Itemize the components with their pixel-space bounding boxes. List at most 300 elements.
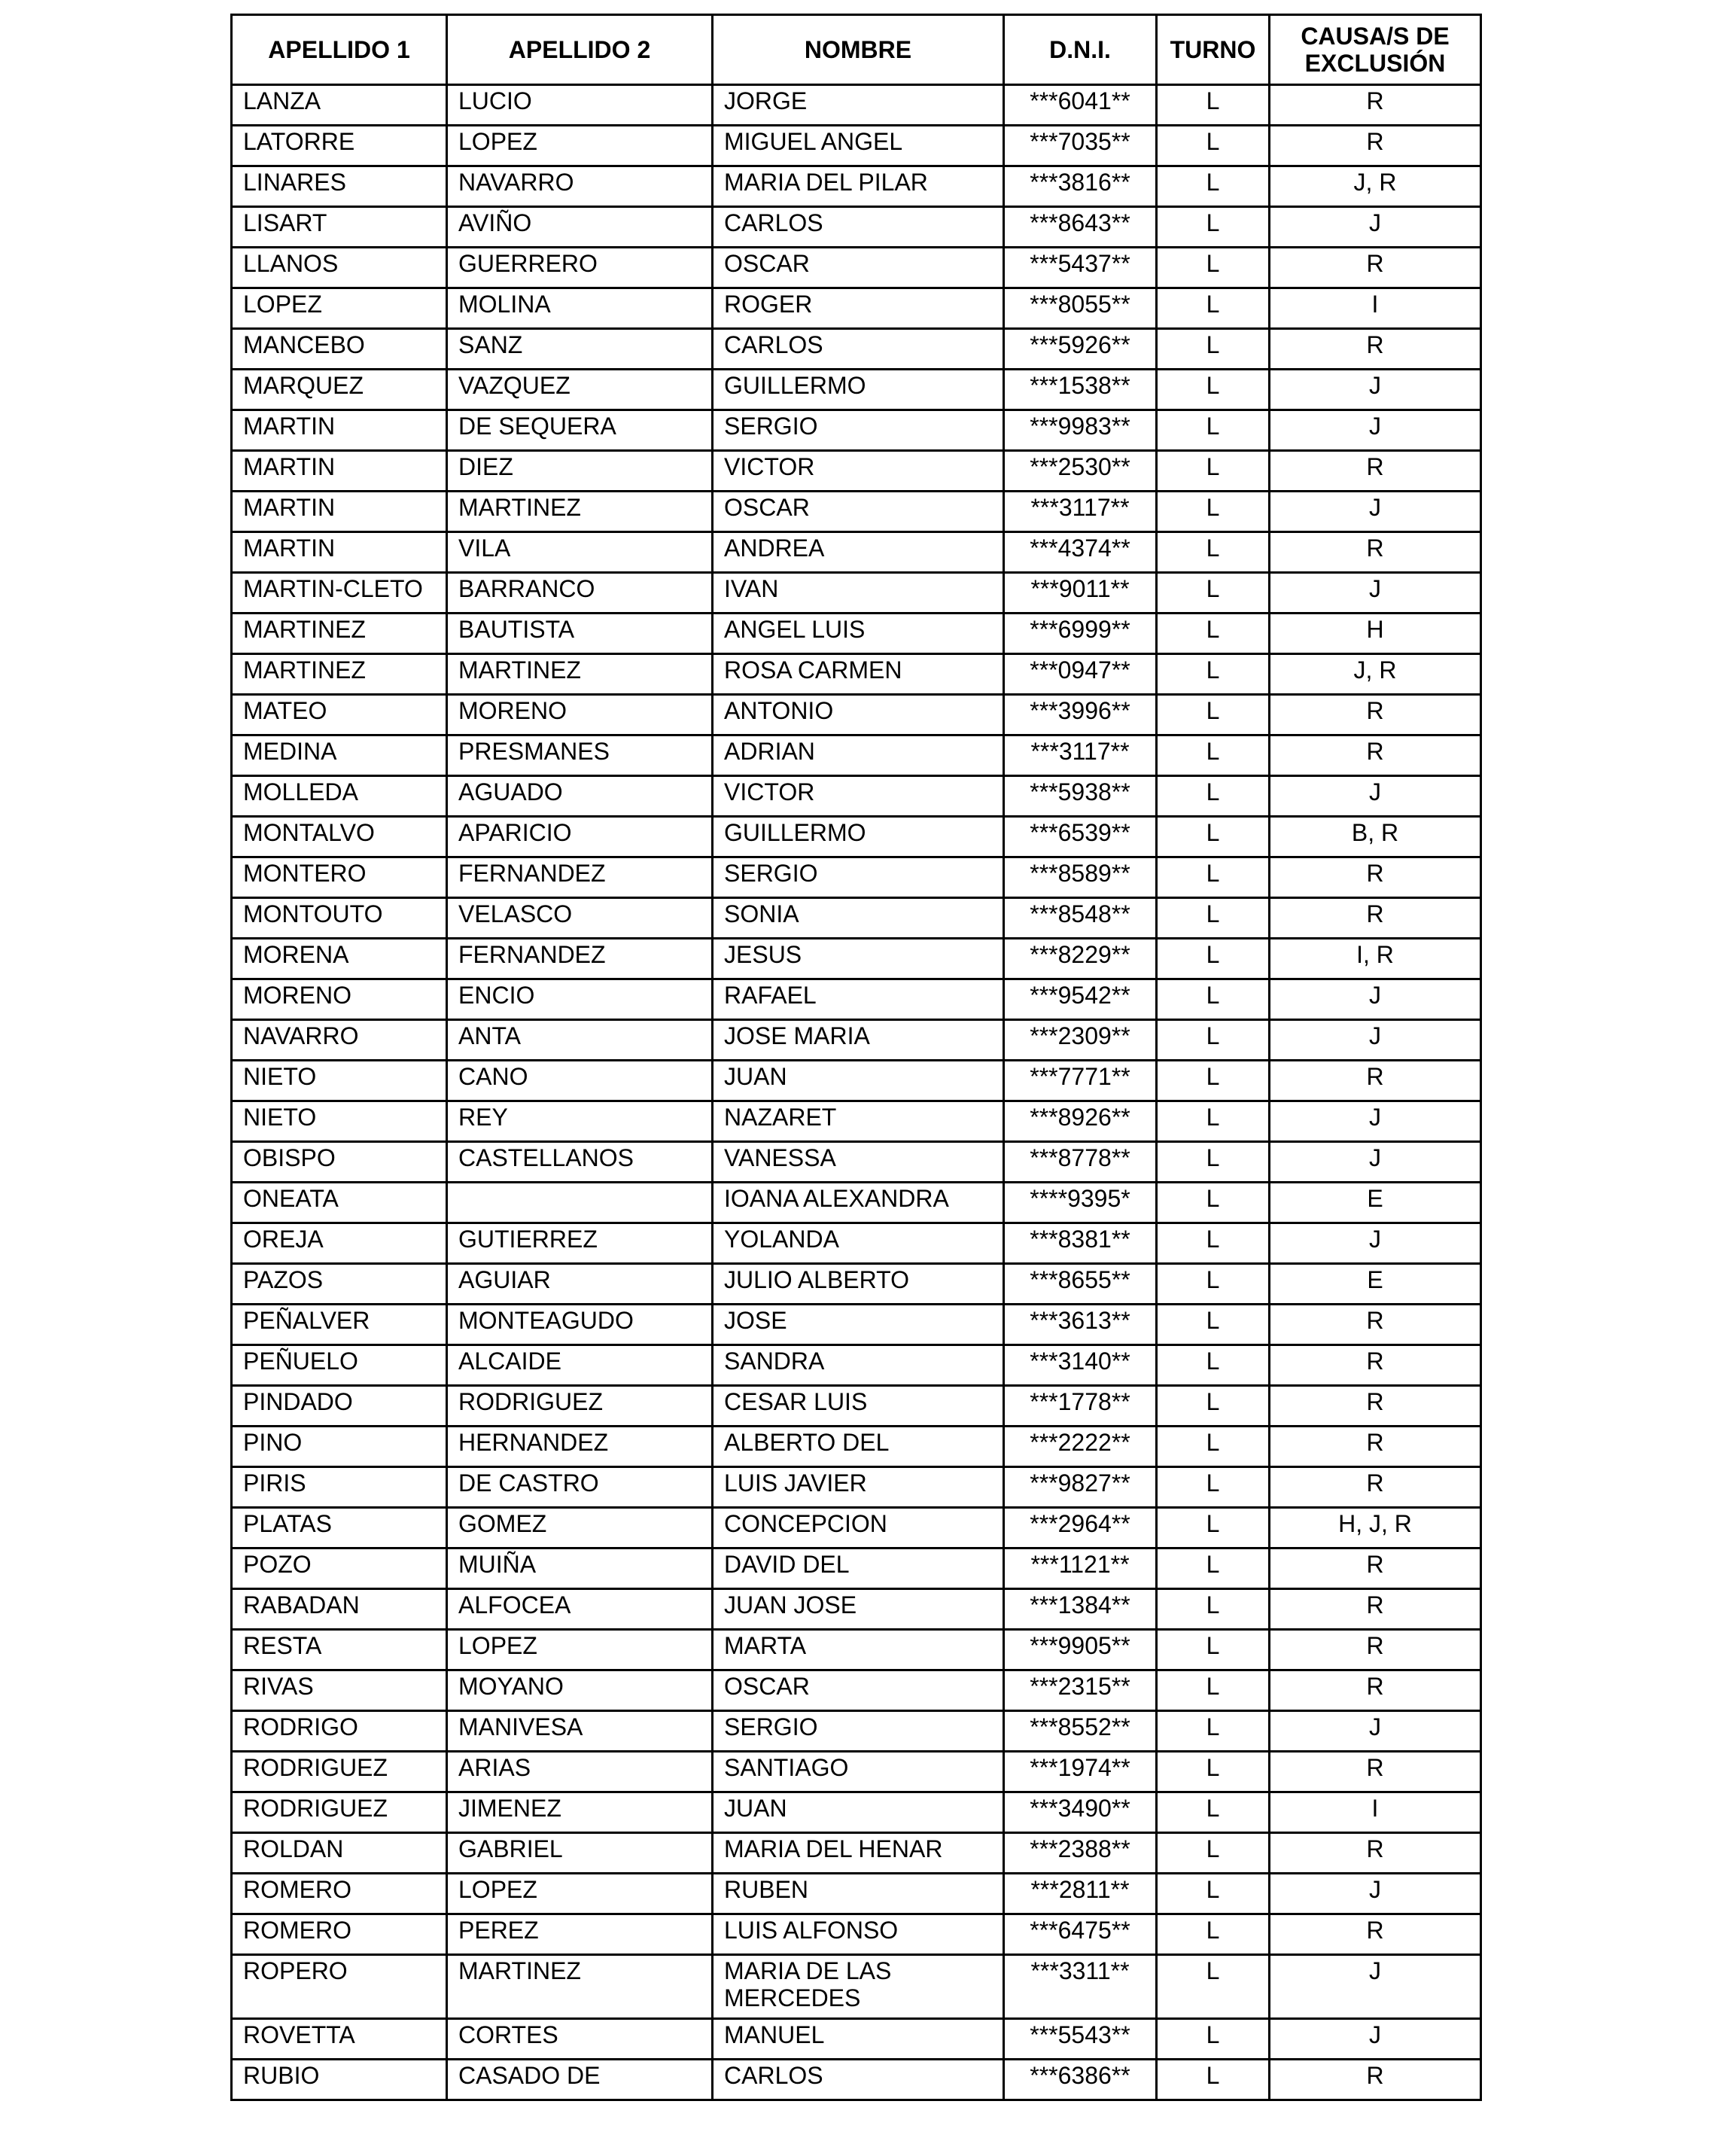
cell-causas: R [1270,1914,1481,1955]
cell-nombre: OSCAR [713,492,1004,532]
cell-dni: ***8548** [1004,898,1157,939]
table-row [232,532,1481,573]
cell-dni: ***6539** [1004,817,1157,857]
cell-causas: I [1270,288,1481,329]
cell-apellido-2: CANO [447,1061,713,1101]
cell-turno: L [1157,207,1270,248]
cell-causas: H [1270,614,1481,654]
table-row [232,2019,1481,2060]
cell-nombre: VANESSA [713,1142,1004,1183]
cell-nombre: SERGIO [713,1711,1004,1752]
cell-causas: J, R [1270,654,1481,695]
table-row [232,1305,1481,1345]
cell-apellido-1: MORENA [232,939,447,979]
table-row [232,1061,1481,1101]
cell-apellido-2: REY [447,1101,713,1142]
cell-dni: ***3117** [1004,735,1157,776]
table-row [232,1264,1481,1305]
cell-apellido-2: AGUIAR [447,1264,713,1305]
cell-dni: ***8655** [1004,1264,1157,1305]
cell-turno: L [1157,1467,1270,1508]
cell-apellido-2: LOPEZ [447,1874,713,1914]
cell-turno: L [1157,451,1270,492]
cell-apellido-2: MOLINA [447,288,713,329]
cell-dni: ***1778** [1004,1386,1157,1427]
cell-causas: J [1270,1101,1481,1142]
table-row [232,288,1481,329]
cell-nombre: ALBERTO DEL [713,1427,1004,1467]
cell-turno: L [1157,2060,1270,2100]
table-row [232,1142,1481,1183]
cell-causas: R [1270,1427,1481,1467]
cell-apellido-1: MEDINA [232,735,447,776]
cell-apellido-1: RESTA [232,1630,447,1670]
cell-causas: R [1270,695,1481,735]
cell-dni: ***2222** [1004,1427,1157,1467]
table-row [232,898,1481,939]
table-row [232,1589,1481,1630]
cell-causas: J [1270,573,1481,614]
cell-dni: ***9827** [1004,1467,1157,1508]
cell-apellido-2: BAUTISTA [447,614,713,654]
cell-dni: ***1384** [1004,1589,1157,1630]
cell-apellido-2: PEREZ [447,1914,713,1955]
cell-apellido-2: GUERRERO [447,248,713,288]
cell-nombre: SANDRA [713,1345,1004,1386]
table-body [232,85,1481,2100]
cell-apellido-2: DIEZ [447,451,713,492]
cell-dni: ***9983** [1004,410,1157,451]
cell-dni: ****9395* [1004,1183,1157,1223]
cell-causas: J, R [1270,166,1481,207]
cell-dni: ***6999** [1004,614,1157,654]
cell-nombre: CARLOS [713,2060,1004,2100]
cell-apellido-1: PIRIS [232,1467,447,1508]
cell-nombre: MARIA DE LAS MERCEDES [713,1955,1004,2019]
cell-nombre: ANDREA [713,532,1004,573]
cell-apellido-2: AGUADO [447,776,713,817]
cell-turno: L [1157,1630,1270,1670]
cell-apellido-1: MARQUEZ [232,370,447,410]
cell-dni: ***3996** [1004,695,1157,735]
cell-nombre: CONCEPCION [713,1508,1004,1548]
cell-dni: ***7035** [1004,126,1157,166]
header-turno: TURNO [1157,15,1270,85]
cell-causas: R [1270,248,1481,288]
cell-causas: J [1270,1711,1481,1752]
cell-dni: ***6041** [1004,85,1157,126]
cell-dni: ***1538** [1004,370,1157,410]
cell-turno: L [1157,1061,1270,1101]
table-row [232,1792,1481,1833]
table-row [232,1914,1481,1955]
cell-apellido-2: CASTELLANOS [447,1142,713,1183]
cell-apellido-1: MOLLEDA [232,776,447,817]
cell-apellido-2: ALFOCEA [447,1589,713,1630]
cell-apellido-1: MONTOUTO [232,898,447,939]
cell-nombre: CARLOS [713,329,1004,370]
cell-dni: ***3140** [1004,1345,1157,1386]
cell-apellido-1: ROMERO [232,1874,447,1914]
cell-causas: J [1270,370,1481,410]
table-row [232,1752,1481,1792]
cell-apellido-2: MONTEAGUDO [447,1305,713,1345]
table-row [232,1020,1481,1061]
cell-causas: R [1270,1061,1481,1101]
cell-nombre: MARTA [713,1630,1004,1670]
cell-turno: L [1157,1955,1270,2019]
cell-turno: L [1157,1914,1270,1955]
cell-turno: L [1157,1874,1270,1914]
cell-nombre: ROGER [713,288,1004,329]
cell-nombre: IVAN [713,573,1004,614]
cell-causas: J [1270,776,1481,817]
cell-causas: J [1270,979,1481,1020]
header-row [232,15,1481,85]
cell-apellido-1: PEÑUELO [232,1345,447,1386]
cell-turno: L [1157,1183,1270,1223]
cell-apellido-1: MORENO [232,979,447,1020]
cell-apellido-1: RIVAS [232,1670,447,1711]
cell-turno: L [1157,695,1270,735]
cell-dni: ***8552** [1004,1711,1157,1752]
cell-dni: ***3117** [1004,492,1157,532]
table-row [232,573,1481,614]
cell-apellido-1: LLANOS [232,248,447,288]
cell-causas: R [1270,857,1481,898]
table-row [232,85,1481,126]
cell-dni: ***9542** [1004,979,1157,1020]
cell-apellido-2: CASADO DE [447,2060,713,2100]
cell-apellido-2: ALCAIDE [447,1345,713,1386]
cell-apellido-2: ENCIO [447,979,713,1020]
cell-dni: ***3311** [1004,1955,1157,2019]
cell-nombre: VICTOR [713,451,1004,492]
cell-apellido-1: MATEO [232,695,447,735]
cell-apellido-1: PLATAS [232,1508,447,1548]
cell-apellido-2: RODRIGUEZ [447,1386,713,1427]
cell-turno: L [1157,288,1270,329]
cell-apellido-2: MANIVESA [447,1711,713,1752]
cell-causas: J [1270,1020,1481,1061]
table-row [232,1467,1481,1508]
cell-apellido-2: DE SEQUERA [447,410,713,451]
table-row [232,1345,1481,1386]
cell-causas: R [1270,1589,1481,1630]
cell-nombre: JOSE [713,1305,1004,1345]
cell-apellido-1: ROLDAN [232,1833,447,1874]
cell-nombre: MARIA DEL HENAR [713,1833,1004,1874]
cell-apellido-2: BARRANCO [447,573,713,614]
cell-turno: L [1157,1345,1270,1386]
cell-turno: L [1157,1142,1270,1183]
cell-dni: ***8778** [1004,1142,1157,1183]
cell-nombre: MARIA DEL PILAR [713,166,1004,207]
cell-apellido-1: NAVARRO [232,1020,447,1061]
cell-dni: ***2811** [1004,1874,1157,1914]
cell-turno: L [1157,1020,1270,1061]
cell-dni: ***1974** [1004,1752,1157,1792]
cell-nombre: JESUS [713,939,1004,979]
cell-apellido-2: MARTINEZ [447,654,713,695]
cell-dni: ***0947** [1004,654,1157,695]
cell-apellido-2: MARTINEZ [447,492,713,532]
cell-apellido-1: MONTERO [232,857,447,898]
cell-dni: ***8589** [1004,857,1157,898]
cell-nombre: LUIS ALFONSO [713,1914,1004,1955]
cell-apellido-2: HERNANDEZ [447,1427,713,1467]
cell-dni: ***3490** [1004,1792,1157,1833]
cell-apellido-2 [447,1183,713,1223]
cell-nombre: IOANA ALEXANDRA [713,1183,1004,1223]
table-row [232,1955,1481,2019]
cell-causas: R [1270,1345,1481,1386]
cell-nombre: NAZARET [713,1101,1004,1142]
cell-dni: ***5543** [1004,2019,1157,2060]
cell-causas: R [1270,735,1481,776]
cell-turno: L [1157,898,1270,939]
cell-apellido-2: LOPEZ [447,1630,713,1670]
cell-nombre: CESAR LUIS [713,1386,1004,1427]
cell-apellido-2: LOPEZ [447,126,713,166]
cell-causas: E [1270,1264,1481,1305]
cell-nombre: ROSA CARMEN [713,654,1004,695]
cell-causas: R [1270,2060,1481,2100]
cell-nombre: RAFAEL [713,979,1004,1020]
cell-nombre: ANGEL LUIS [713,614,1004,654]
table-row [232,1874,1481,1914]
cell-turno: L [1157,939,1270,979]
cell-causas: J [1270,1874,1481,1914]
cell-causas: R [1270,1752,1481,1792]
cell-causas: R [1270,1670,1481,1711]
cell-causas: I, R [1270,939,1481,979]
cell-causas: R [1270,1305,1481,1345]
cell-apellido-2: CORTES [447,2019,713,2060]
cell-causas: R [1270,1833,1481,1874]
table-row [232,776,1481,817]
table-row [232,1386,1481,1427]
cell-nombre: SONIA [713,898,1004,939]
cell-dni: ***8229** [1004,939,1157,979]
cell-nombre: ADRIAN [713,735,1004,776]
cell-apellido-1: POZO [232,1548,447,1589]
table-row [232,1508,1481,1548]
cell-turno: L [1157,1223,1270,1264]
table-row [232,329,1481,370]
cell-apellido-2: AVIÑO [447,207,713,248]
table-row [232,654,1481,695]
cell-apellido-1: MARTIN [232,532,447,573]
cell-causas: R [1270,85,1481,126]
cell-dni: ***8643** [1004,207,1157,248]
cell-apellido-1: MANCEBO [232,329,447,370]
cell-apellido-2: ANTA [447,1020,713,1061]
cell-dni: ***6386** [1004,2060,1157,2100]
cell-apellido-2: MARTINEZ [447,1955,713,2019]
cell-apellido-1: ROPERO [232,1955,447,2019]
table-row [232,735,1481,776]
cell-dni: ***8926** [1004,1101,1157,1142]
cell-turno: L [1157,817,1270,857]
cell-apellido-2: VAZQUEZ [447,370,713,410]
cell-apellido-2: APARICIO [447,817,713,857]
table-row [232,451,1481,492]
cell-apellido-1: LISART [232,207,447,248]
cell-dni: ***8055** [1004,288,1157,329]
cell-turno: L [1157,1386,1270,1427]
cell-causas: J [1270,1223,1481,1264]
cell-nombre: SANTIAGO [713,1752,1004,1792]
cell-apellido-2: FERNANDEZ [447,857,713,898]
cell-dni: ***2315** [1004,1670,1157,1711]
table-row [232,1427,1481,1467]
cell-dni: ***2388** [1004,1833,1157,1874]
cell-apellido-2: GUTIERREZ [447,1223,713,1264]
cell-apellido-1: MARTINEZ [232,654,447,695]
cell-apellido-2: LUCIO [447,85,713,126]
cell-turno: L [1157,654,1270,695]
cell-apellido-1: LOPEZ [232,288,447,329]
cell-turno: L [1157,979,1270,1020]
cell-turno: L [1157,1508,1270,1548]
cell-turno: L [1157,126,1270,166]
cell-apellido-1: MARTIN-CLETO [232,573,447,614]
cell-causas: R [1270,329,1481,370]
table-row [232,207,1481,248]
cell-apellido-1: RUBIO [232,2060,447,2100]
cell-causas: R [1270,1386,1481,1427]
cell-causas: E [1270,1183,1481,1223]
cell-dni: ***5938** [1004,776,1157,817]
table-row [232,492,1481,532]
cell-apellido-1: MONTALVO [232,817,447,857]
cell-apellido-1: PINO [232,1427,447,1467]
table-row [232,1223,1481,1264]
cell-nombre: YOLANDA [713,1223,1004,1264]
table-row [232,1670,1481,1711]
cell-apellido-1: PEÑALVER [232,1305,447,1345]
cell-turno: L [1157,1711,1270,1752]
cell-apellido-1: RODRIGUEZ [232,1792,447,1833]
cell-apellido-2: NAVARRO [447,166,713,207]
cell-apellido-1: PINDADO [232,1386,447,1427]
cell-apellido-1: MARTINEZ [232,614,447,654]
cell-dni: ***9011** [1004,573,1157,614]
cell-apellido-1: NIETO [232,1061,447,1101]
cell-apellido-2: SANZ [447,329,713,370]
cell-causas: H, J, R [1270,1508,1481,1548]
table-row [232,410,1481,451]
cell-nombre: JUAN [713,1061,1004,1101]
exclusion-list-table [230,14,1482,2101]
cell-turno: L [1157,1264,1270,1305]
table-row [232,695,1481,735]
cell-apellido-2: VILA [447,532,713,573]
table-row [232,126,1481,166]
cell-apellido-1: MARTIN [232,451,447,492]
table-row [232,1630,1481,1670]
cell-dni: ***2309** [1004,1020,1157,1061]
cell-apellido-1: OREJA [232,1223,447,1264]
cell-turno: L [1157,166,1270,207]
cell-causas: R [1270,1630,1481,1670]
cell-causas: R [1270,126,1481,166]
cell-apellido-1: MARTIN [232,492,447,532]
cell-dni: ***7771** [1004,1061,1157,1101]
cell-nombre: VICTOR [713,776,1004,817]
cell-apellido-1: LINARES [232,166,447,207]
cell-nombre: OSCAR [713,248,1004,288]
cell-apellido-1: LATORRE [232,126,447,166]
cell-apellido-2: VELASCO [447,898,713,939]
cell-apellido-2: MUIÑA [447,1548,713,1589]
cell-apellido-2: GOMEZ [447,1508,713,1548]
cell-nombre: JOSE MARIA [713,1020,1004,1061]
table-row [232,979,1481,1020]
cell-apellido-2: ARIAS [447,1752,713,1792]
cell-dni: ***2964** [1004,1508,1157,1548]
cell-turno: L [1157,1548,1270,1589]
cell-nombre: LUIS JAVIER [713,1467,1004,1508]
cell-apellido-2: JIMENEZ [447,1792,713,1833]
cell-nombre: JUAN [713,1792,1004,1833]
cell-apellido-2: MORENO [447,695,713,735]
cell-causas: J [1270,410,1481,451]
cell-turno: L [1157,370,1270,410]
cell-dni: ***3816** [1004,166,1157,207]
cell-dni: ***8381** [1004,1223,1157,1264]
cell-causas: J [1270,207,1481,248]
table-row [232,166,1481,207]
table-row [232,248,1481,288]
cell-nombre: DAVID DEL [713,1548,1004,1589]
cell-turno: L [1157,1792,1270,1833]
table-row [232,817,1481,857]
cell-dni: ***5437** [1004,248,1157,288]
header-causas: CAUSA/S DE EXCLUSIÓN [1270,15,1481,85]
cell-apellido-1: RODRIGO [232,1711,447,1752]
cell-apellido-2: DE CASTRO [447,1467,713,1508]
cell-causas: R [1270,1467,1481,1508]
cell-turno: L [1157,248,1270,288]
cell-turno: L [1157,1752,1270,1792]
table-row [232,1711,1481,1752]
cell-dni: ***6475** [1004,1914,1157,1955]
cell-nombre: ANTONIO [713,695,1004,735]
cell-turno: L [1157,492,1270,532]
cell-nombre: JULIO ALBERTO [713,1264,1004,1305]
header-apellido-1: APELLIDO 1 [232,15,447,85]
cell-nombre: CARLOS [713,207,1004,248]
cell-apellido-2: PRESMANES [447,735,713,776]
cell-apellido-1: ONEATA [232,1183,447,1223]
cell-dni: ***9905** [1004,1630,1157,1670]
cell-apellido-2: GABRIEL [447,1833,713,1874]
cell-apellido-2: MOYANO [447,1670,713,1711]
cell-causas: R [1270,451,1481,492]
header-dni: D.N.I. [1004,15,1157,85]
cell-dni: ***1121** [1004,1548,1157,1589]
cell-turno: L [1157,614,1270,654]
cell-causas: R [1270,898,1481,939]
cell-turno: L [1157,735,1270,776]
cell-turno: L [1157,2019,1270,2060]
cell-turno: L [1157,1427,1270,1467]
cell-turno: L [1157,573,1270,614]
cell-nombre: JORGE [713,85,1004,126]
table-row [232,857,1481,898]
